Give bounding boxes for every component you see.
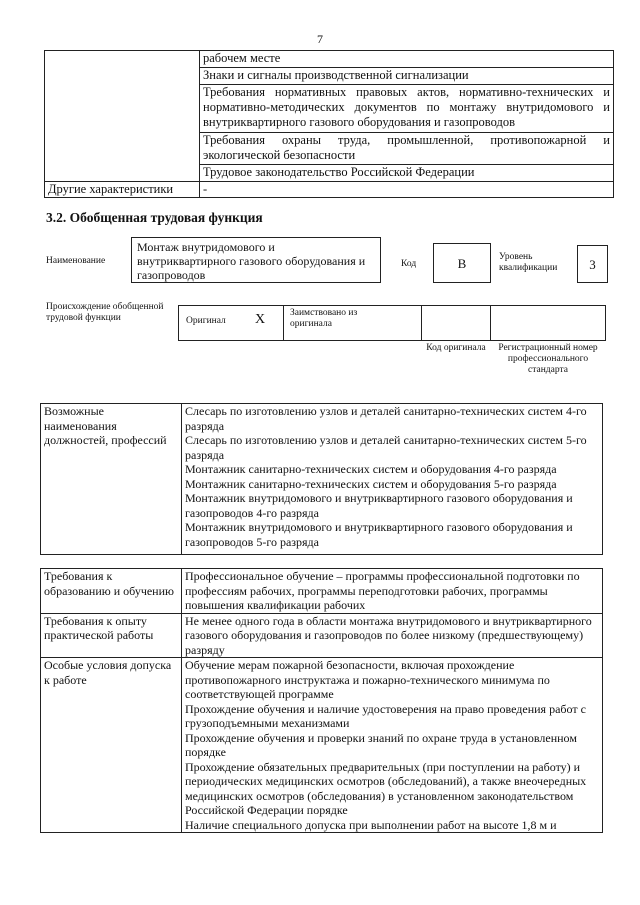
function-name: Монтаж внутридомового и внутриквартирного газового оборудования и газопроводов — [131, 237, 381, 283]
list-item: Слесарь по изготовлению узлов и деталей санитарно-технических систем 5-го разряда — [185, 433, 587, 462]
original-mark: X — [255, 312, 266, 327]
list-item: Обучение мерам пожарной безопасности, включая прохождение противопожарного инструктажа и пожарно-технического минимума по соответствующей программе — [185, 658, 550, 701]
table-row — [41, 658, 603, 833]
row-label: Возможные наименования должностей, профессий — [41, 404, 182, 555]
origin-box — [178, 305, 606, 341]
list-item: Прохождение обязательных предварительных (при поступлении на работу) и периодических медицинских осмотров (обследований), а также внеочередных медицинских осмотров (обследования) в установленном законодательством Российской Федерации порядке — [185, 759, 587, 817]
qualification-level: 3 — [577, 245, 608, 283]
table-row — [41, 569, 603, 614]
list-item: - — [200, 182, 614, 198]
reg-number-caption: Регистрационный номер профессионального стандарта — [498, 343, 598, 375]
divider — [490, 305, 491, 341]
table-row — [45, 51, 614, 68]
list-item: Монтажник санитарно-технических систем и оборудования 5-го разряда — [185, 476, 557, 491]
borrowed-label: Заимствовано из оригинала — [290, 308, 358, 329]
table-row — [41, 404, 603, 555]
list-item: рабочем месте — [200, 51, 614, 68]
list-item: Монтажник внутридомового и внутриквартирного газового оборудования и газопроводов 4-го разряда — [185, 491, 573, 520]
page-number: 7 — [317, 32, 323, 46]
list-item: Прохождение обучения и наличие удостоверения на право проведения работ с грузоподъемными механизмами — [185, 701, 586, 730]
knowledge-table — [44, 50, 614, 198]
level-label: Уровень квалификации — [499, 252, 558, 273]
list-item: Монтажник внутридомового и внутриквартирного газового оборудования и газопроводов 5-го разряда — [185, 520, 573, 549]
list-item: Требования охраны труда, промышленной, противопожарной и экологической безопасности — [200, 133, 614, 165]
list-item: Не менее одного года в области монтажа внутридомового и внутриквартирного газового оборудования и газопроводов по более низкому (предшествующему) разряду — [182, 613, 603, 658]
row-label: Особые условия допуска к работе — [41, 658, 182, 833]
original-label: Оригинал — [186, 316, 226, 326]
table-row — [41, 613, 603, 658]
section-title: 3.2. Обобщенная трудовая функция — [46, 210, 263, 225]
list-item: Знаки и сигналы производственной сигнализации — [200, 68, 614, 85]
divider — [421, 305, 422, 341]
list-item: Прохождение обучения и проверки знаний по охране труда в установленном порядке — [185, 730, 577, 759]
list-item: Монтажник санитарно-технических систем и оборудования 4-го разряда — [185, 462, 557, 476]
occupations-table — [40, 403, 603, 555]
row-label: Требования к опыту практической работы — [41, 613, 182, 658]
list-item: Требования нормативных правовых актов, нормативно-технических и нормативно-методических документов по монтажу внутридомового и внутриквартирного газового оборудования и газопроводов — [200, 85, 614, 133]
name-label: Наименование — [46, 256, 106, 266]
list-item: Трудовое законодательство Российской Федерации — [200, 165, 614, 182]
table-row — [45, 182, 614, 198]
list-item: Профессиональное обучение – программы профессиональной подготовки по профессиям рабочих, программы переподготовки рабочих, программы повышения квалификации рабочих — [182, 569, 603, 614]
origin-label: Происхождение обобщенной трудовой функции — [46, 302, 164, 323]
list-item: Наличие специального допуска при выполнении работ на высоте 1,8 м и — [185, 817, 557, 832]
function-code: B — [433, 243, 491, 283]
code-original-caption: Код оригинала — [426, 343, 486, 353]
row-label — [45, 51, 200, 182]
code-label: Код — [401, 259, 417, 269]
requirement-list — [182, 658, 603, 833]
requirements-table — [40, 568, 603, 833]
occupation-list — [182, 404, 603, 555]
row-label: Другие характеристики — [45, 182, 200, 198]
divider — [283, 305, 284, 341]
row-label: Требования к образованию и обучению — [41, 569, 182, 614]
list-item: Слесарь по изготовлению узлов и деталей санитарно-технических систем 4-го разряда — [185, 404, 587, 433]
